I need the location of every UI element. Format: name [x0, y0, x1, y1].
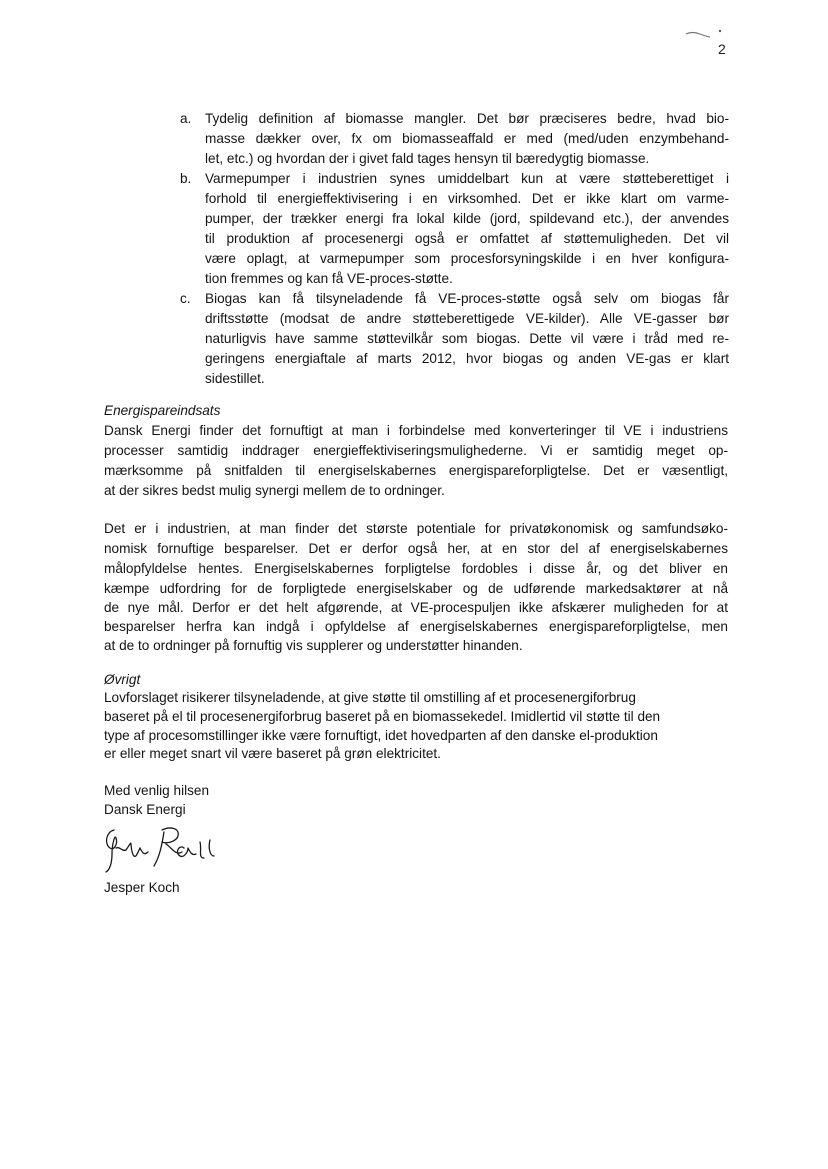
closing-greeting: Med venlig hilsen: [104, 783, 210, 798]
paragraph-line: de nye mål. Derfor er det helt afgørende, at VE-procespuljen ikke afskærer muligheden for at: [104, 600, 728, 615]
paragraph-line: processer samtidig inddrager energieffektiviseringsmulighederne. Vi er samtidig meget op-: [104, 443, 728, 458]
paragraph-line: er eller meget snart vil være baseret på grøn elektricitet.: [104, 746, 441, 761]
paragraph-line: nomisk fornuftige besparelser. Det er derfor også her, at en stor del af energiselskabernes: [104, 541, 728, 556]
list-line: Tydelig definition af biomasse mangler. Det bør præciseres bedre, hvad bio-: [205, 111, 729, 126]
section-heading-energispareindsats: Energispareindsats: [104, 403, 221, 418]
paragraph-line: målopfyldelse hentes. Energiselskabernes forpligtelse fordobles i disse år, og det bliver en: [104, 561, 728, 576]
pen-mark: [684, 28, 724, 42]
signatory-name: Jesper Koch: [104, 880, 180, 895]
paragraph-line: at der sikres bedst mulig synergi mellem de to ordninger.: [104, 483, 445, 498]
list-marker: a.: [180, 111, 192, 126]
paragraph-line: baseret på el til procesenergiforbrug baseret på en biomassekedel. Imidlertid vil støtte til den: [104, 709, 661, 724]
list-line: Varmepumper i industrien synes umiddelbart kun at være støtteberettiget i: [205, 171, 729, 186]
list-line: forhold til energieffektivisering i en virksomhed. Det er ikke klart om varme-: [205, 191, 729, 206]
list-line: til produktion af procesenergi også er omfattet af støttemuligheden. Det vil: [205, 231, 729, 246]
list-line: Biogas kan få tilsyneladende få VE-proces-støtte også selv om biogas får: [205, 291, 729, 306]
list-line: være oplagt, at varmepumper som procesforsyningskilde i en hver konfigura-: [205, 251, 729, 266]
paragraph-line: Dansk Energi finder det fornuftigt at man i forbindelse med konverteringer til VE i industriens: [104, 423, 728, 438]
list-line: naturligvis have samme støttevilkår som biogas. Dette vil være i tråd med re-: [205, 331, 729, 346]
list-marker: c.: [180, 291, 191, 306]
list-line: masse dækker over, fx om biomasseaffald er med (med/uden enzymbehand-: [205, 131, 729, 146]
list-line: pumper, der trækker energi fra lokal kilde (jord, spildevand etc.), der anvendes: [205, 211, 729, 226]
page-number: 2: [718, 41, 726, 57]
list-line: sidestillet.: [205, 371, 265, 386]
paragraph-line: at de to ordninger på fornuftig vis supplerer og understøtter hinanden.: [104, 638, 523, 653]
list-line: let, etc.) og hvordan der i givet fald tages hensyn til bæredygtig biomasse.: [205, 151, 650, 166]
closing-organization: Dansk Energi: [104, 802, 186, 817]
list-marker: b.: [180, 171, 192, 186]
section-heading-ovrigt: Øvrigt: [104, 672, 141, 687]
paragraph-line: kæmpe udfordring for de forpligtede energiselskaber og de udførende markedsaktører at nå: [104, 581, 728, 596]
list-line: tion fremmes og kan få VE-proces-støtte.: [205, 271, 453, 286]
paragraph-line: Det er i industrien, at man finder det største potentiale for privatøkonomisk og samfundsøko-: [104, 521, 728, 536]
paragraph-line: type af procesomstillinger ikke være fornuftigt, idet hovedparten af den danske el-produktion: [104, 728, 658, 743]
paragraph-line: Lovforslaget risikerer tilsyneladende, at give støtte til omstilling af et procesenergiforbrug: [104, 690, 636, 705]
paragraph-line: mærksomme på snitfalden til energiselskabernes energispareforpligtelse. Det er væsentligt,: [104, 463, 728, 478]
handwritten-signature: [100, 822, 230, 878]
paragraph-line: besparelser herfra kan indgå i opfyldelse af energiselskabernes energispareforpligtelse, men: [104, 619, 728, 634]
list-line: driftsstøtte (modsat de andre støtteberettigede VE-kilder). Alle VE-gasser bør: [205, 311, 729, 326]
list-line: geringens energiaftale af marts 2012, hvor biogas og anden VE-gas er klart: [205, 351, 729, 366]
